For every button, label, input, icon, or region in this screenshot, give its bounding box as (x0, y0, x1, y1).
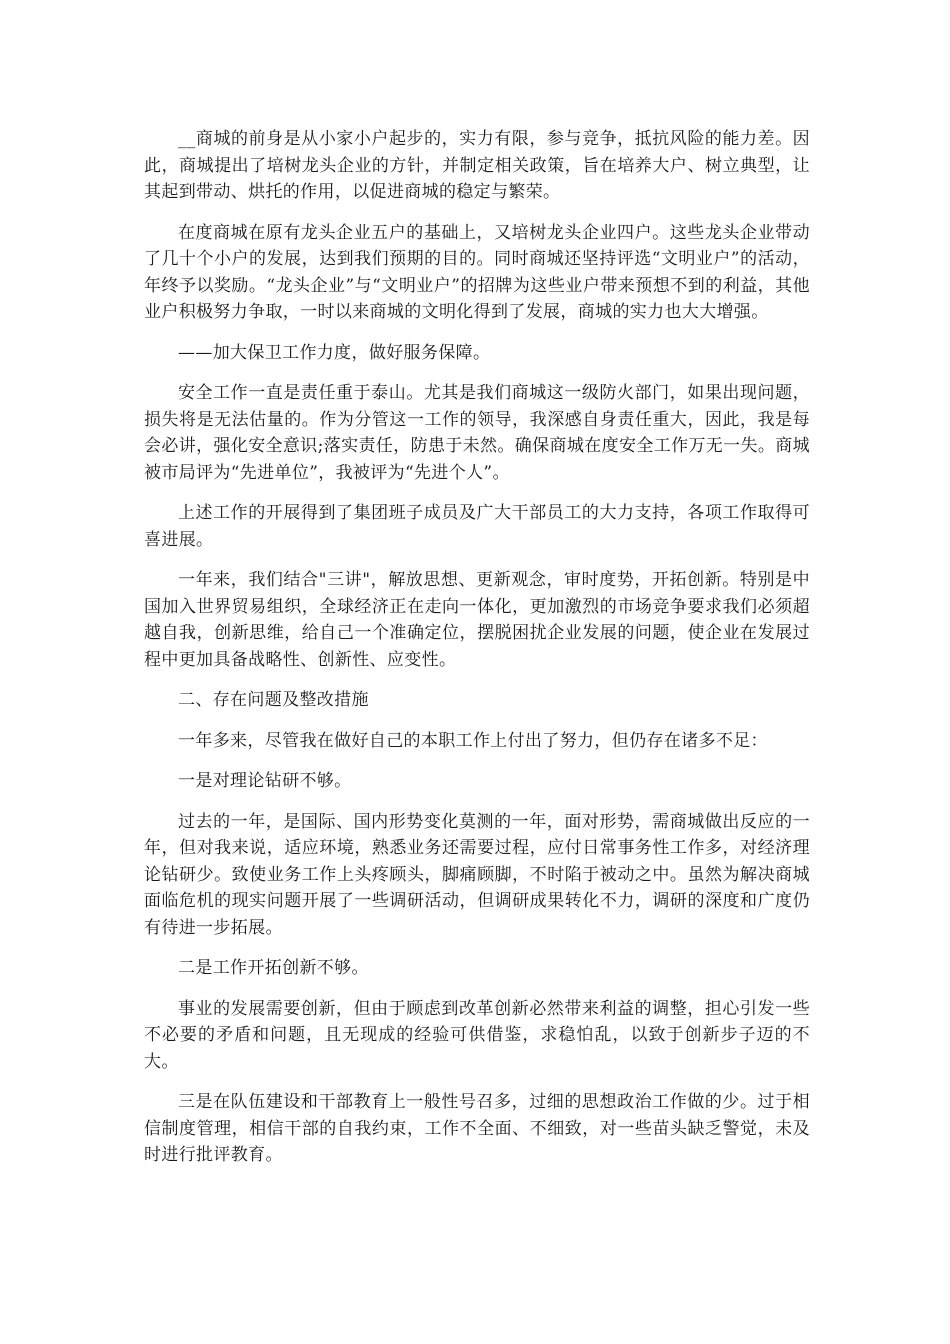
section-heading-problems: 二、存在问题及整改措施 (178, 690, 369, 710)
paragraph-support: 上述工作的开展得到了集团班子成员及广大干部员工的大力支持，各项工作取得可喜进展。 (144, 503, 810, 550)
document-body (144, 126, 810, 1183)
paragraph-innovation: 一年来，我们结合"三讲"，解放思想、更新观念，审时度势，开拓创新。特别是中国加入世界贸易组织，全球经济正在走向一体化，更加激烈的市场竞争要求我们必须超越自我，创新思维，给自己一个准确定位，摆脱困扰企业发展的问题，使企业在发展过程中更加具备战略性、创新性、应变性。 (144, 570, 810, 670)
paragraph-theory: 过去的一年，是国际、国内形势变化莫测的一年，面对形势，需商城做出反应的一年，但对我来说，适应环境，熟悉业务还需要过程，应付日常事务性工作多，对经济理论钻研少。致使业务工作上头疼顾头，脚痛顾脚，不时陷于被动之中。虽然为解决商城面临危机的现实问题开展了一些调研活动，但调研成果转化不力，调研的深度和广度仍有待进一步拓展。 (144, 811, 810, 938)
paragraph-innovation-lack: 事业的发展需要创新，但由于顾虑到改革创新必然带来利益的调整，担心引发一些不必要的矛盾和问题，且无现成的经验可供借鉴，求稳怕乱，以致于创新步子迈的不大。 (144, 998, 810, 1072)
paragraph-leading-enterprises: 在度商城在原有龙头企业五户的基础上，又培树龙头企业四户。这些龙头企业带动了几十个小户的发展，达到我们预期的目的。同时商城还坚持评选“文明业户”的活动，年终予以奖励。“龙头企业”与“文明业户”的招牌为这些业户带来预想不到的利益，其他业户积极努力争取，一时以来商城的文明化得到了发展，商城的实力也大大增强。 (144, 222, 810, 322)
section-heading-security: ——加大保卫工作力度，做好服务保障。 (178, 342, 491, 363)
point-one-heading: 一是对理论钻研不够。 (178, 771, 352, 791)
paragraph-team-building: 三是在队伍建设和干部教育上一般性号召多，过细的思想政治工作做的少。过于相信制度管理，相信干部的自我约束，工作不全面、不细致，对一些苗头缺乏警觉，未及时进行批评教育。 (144, 1092, 810, 1165)
paragraph-security-work: 安全工作一直是责任重于泰山。尤其是我们商城这一级防火部门，如果出现问题，损失将是无法估量的。作为分管这一工作的领导，我深感自身责任重大，因此，我是每会必讲，强化安全意识;落实责任，防患于未然。确保商城在度安全工作万无一失。商城被市局评为“先进单位”，我被评为“先进个人”。 (144, 383, 810, 483)
point-two-heading: 二是工作开拓创新不够。 (178, 958, 369, 978)
paragraph-intro: __商城的前身是从小家小户起步的，实力有限，参与竞争，抵抗风险的能力差。因此，商城提出了培树龙头企业的方针，并制定相关政策，旨在培养大户、树立典型，让其起到带动、烘托的作用，以促进商城的稳定与繁荣。 (144, 129, 810, 202)
paragraph-shortcomings: 一年多来，尽管我在做好自己的本职工作上付出了努力，但仍存在诸多不足： (178, 730, 768, 751)
